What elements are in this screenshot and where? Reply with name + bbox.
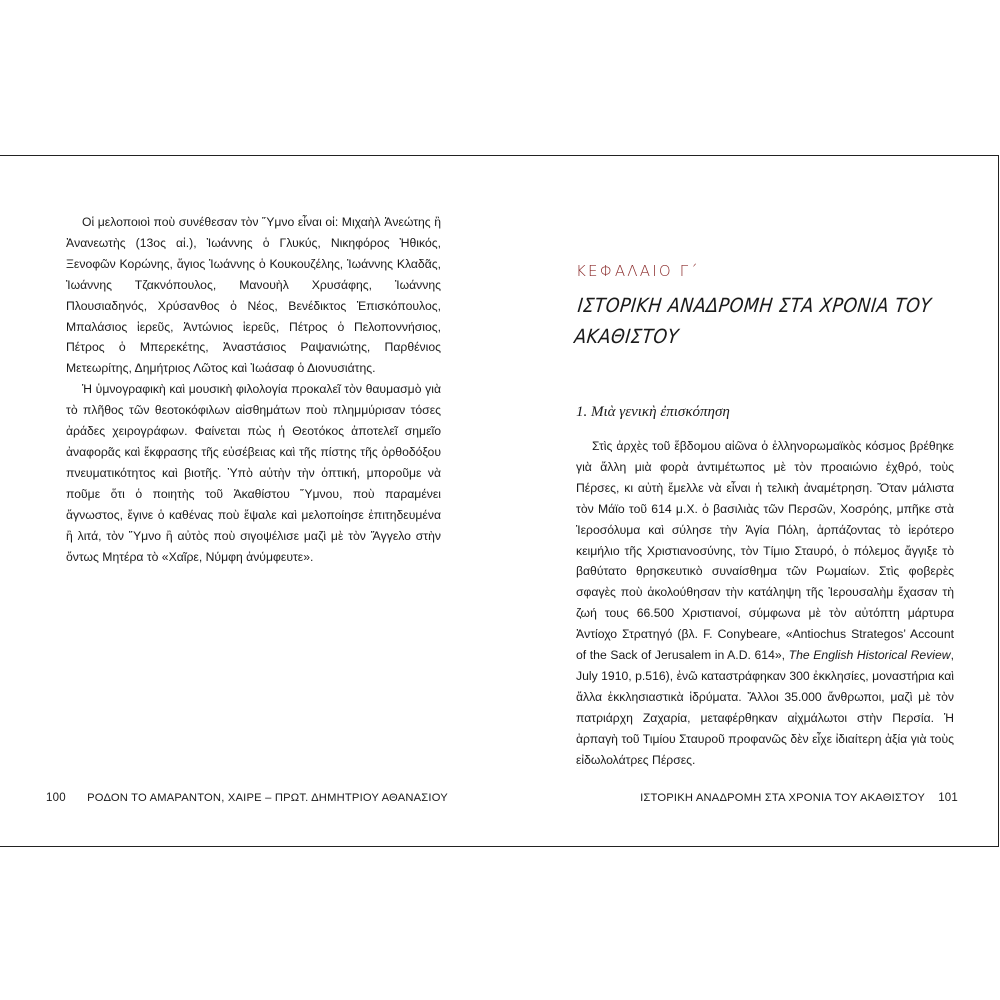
section-title: 1. Μιὰ γενικὴ ἐπισκόπηση [576,404,730,420]
chapter-title: ΙΣΤΟΡΙΚΗ ΑΝΑΔΡΟΜΗ ΣΤΑ ΧΡΟΝΙΑ ΤΟΥ ΑΚΑΘΙΣΤΟΥ [573,294,933,348]
right-running-head: ΙΣΤΟΡΙΚΗ ΑΝΑΔΡΟΜΗ ΣΤΑ ΧΡΟΝΙΑ ΤΟΥ ΑΚΑΘΙΣΤΟΥ [640,792,925,804]
right-page [499,156,998,846]
journal-title: The English Historical Review [788,648,951,663]
left-body-text [66,212,441,567]
right-footer [640,792,958,804]
right-paragraph-part1: Στὶς ἀρχὲς τοῦ ἕβδομου αἰῶνα ὁ ἑλληνορωμαϊκὸς κόσμος βρέθηκε γιὰ ἄλλη μιὰ φορὰ ἀντιμέτωπος μὲ τὸν προαιώνιο ἐχθρό, τοὺς Πέρσες, κι αὐτὴ ἔμελλε νὰ εἶναι ἡ τελικὴ ἀναμέτρηση. Ὅταν μάλιστα τὸν Μάϊο τοῦ 614 μ.Χ. ὁ βασιλιὰς τῶν Περσῶν, Χοσρόης, μπῆκε στὰ Ἱεροσόλυμα καὶ σύλησε τὴν Ἁγία Πόλη, ἁρπάζοντας τὸ ἱερότερο κειμήλιο τῆς Χριστιανοσύνης, τὸν Τίμιο Σταυρό, ὁ πόλεμος ἄγγιξε τὸ βαθύτατο θρησκευτικὸ συναίσθημα τῶν Ρωμαίων. Στὶς φοβερὲς σφαγὲς ποὺ ἀκολούθησαν τὴν κατάληψη τῆς Ἱερουσαλὴμ ἔχασαν τὴ ζωή τους 66.500 Χριστιανοί, σύμφωνα μὲ τὸν αὐτόπτη μάρτυρα Ἀντίοχο Στρατηγό (βλ. F. Conybeare, «Antiochus Strategos’ Account of the Sack of Jerusalem in A.D. 614», [576,439,954,663]
left-paragraph-1: Οἱ μελοποιοὶ ποὺ συνέθεσαν τὸν Ὕμνο εἶναι οἱ: Μιχαὴλ Ἀνεώτης ἢ Ἀνανεωτὴς (13ος αἰ.), Ἰωάννης ὁ Γλυκύς, Νικηφόρος Ἠθικός, Ξενοφῶν Κορώνης, ἅγιος Ἰωάννης ὁ Κουκουζέλης, Ἰωάννης Κλαδᾶς, Ἰωάννης Τζακνόπουλος, Μανουὴλ Χρυσάφης, Ἰωάννης Πλουσιαδηνός, Χρύσανθος ὁ Νέος, Βενέδικτος Ἐπισκόπουλος, Μπαλάσιος ἱερεῦς, Ἀντώνιος ἱερεῦς, Πέτρος ὁ Πελοποννήσιος, Πέτρος ὁ Μπερεκέτης, Ἀναστάσιος Ραψανιώτης, Παρθένιος Μετεωρίτης, Δημήτριος Λῶτος καὶ Ἰωάσαφ ὁ Διονυσιάτης. [66,215,441,376]
left-paragraph-2: Ἡ ὑμνογραφικὴ καὶ μουσικὴ φιλολογία προκαλεῖ τὸν θαυμασμὸ γιὰ τὸ πλῆθος τῶν θεοτοκόφιλων αἰσθημάτων ποὺ πλημμύρισαν τόσες ἀράδες χειρογράφων. Φαίνεται πὼς ἡ Θεοτόκος ἀποτελεῖ σημεῖο ἀναφορᾶς καὶ ἔκφρασης τῆς εὐσέβειας καὶ τῆς πίστης τῆς ὀρθοδόξου πνευματικότητος καὶ βιοτῆς. Ὑπὸ αὐτὴν τὴν ὀπτική, μποροῦμε νὰ ποῦμε ὅτι ὁ ποιητὴς τοῦ Ἀκαθίστου Ὕμνου, ποὺ παραμένει ἄγνωστος, ἔγινε ὁ καθένας ποὺ ἔψαλε καὶ μελοποίησε ἐπιτηδευμένα ἢ λιτά, τὸν Ὕμνο ἢ αὐτὸς ποὺ σιγοψέλισε μαζὶ μὲ τὸν Ἄγγελο στὴν ὄντως Μητέρα τὸ «Χαῖρε, Νύμφη ἀνύμφευτε». [66,382,441,564]
left-page [0,156,499,846]
left-page-number: 100 [46,792,66,804]
book-spread [0,155,999,847]
chapter-label: ΚΕΦΑΛΑΙΟ Γ΄ [576,262,700,280]
left-footer [46,792,448,804]
left-running-head: ΡΟΔΟΝ ΤΟ ΑΜΑΡΑΝΤΟΝ, ΧΑΙΡΕ – ΠΡΩΤ. ΔΗΜΗΤΡΙΟΥ ΑΘΑΝΑΣΙΟΥ [87,792,448,804]
right-body-text [576,436,954,771]
right-page-number: 101 [938,792,958,804]
right-paragraph-1 [576,436,954,771]
right-paragraph-part2: , July 1910, p.516), ἐνῶ καταστράφηκαν 300 ἐκκλησίες, μοναστήρια καὶ ἄλλα ἐκκλησιαστικὰ ἱδρύματα. Ἄλλοι 35.000 ἄνθρωποι, μαζὶ μὲ τὸν πατριάρχη Ζαχαρία, μεταφέρθηκαν αἰχμάλωτοι στὴν Περσία. Ἡ ἁρπαγὴ τοῦ Τιμίου Σταυροῦ προφανῶς δὲν εἶχε ἰδιαίτερη ἀξία γιὰ τοὺς εἰδωλολάτρες Πέρσες. [576,648,954,767]
